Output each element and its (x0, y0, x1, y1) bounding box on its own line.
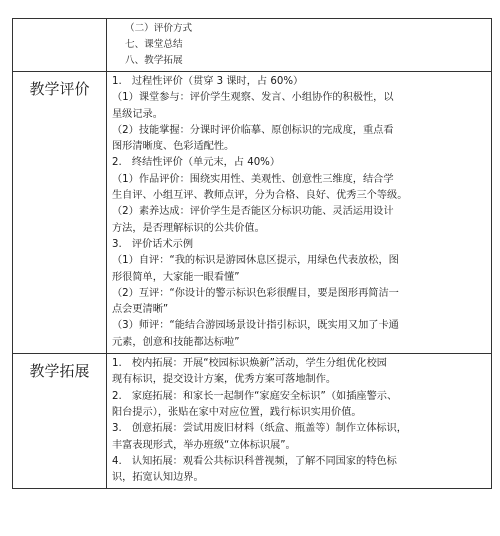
extension-content (107, 354, 492, 489)
extension-line: 3. 创意拓展：尝试用废旧材料（纸盒、瓶盖等）制作立体标识， (112, 423, 407, 435)
evaluation-line: （2）技能掌握：分课时评价临摹、原创标识的完成度，重点看 (112, 124, 394, 136)
top-content-cell (107, 19, 492, 72)
evaluation-line: 形很简单，大家能一眼看懂” (112, 271, 240, 283)
extension-line: 识，拓宽认知边界。 (112, 472, 204, 484)
lesson-plan-table (12, 18, 492, 489)
evaluation-line: （1）课堂参与：评价学生观察、发言、小组协作的积极性，以 (112, 92, 394, 104)
extension-line: 1. 校内拓展：开展“校园标识焕新”活动，学生分组优化校园 (112, 358, 387, 370)
evaluation-content (107, 72, 492, 354)
extension-line: 丰富表现形式，举办班级“立体标识展”。 (112, 439, 296, 451)
table-row (13, 19, 492, 72)
evaluation-line: （1）作品评价：围绕实用性、美观性、创意性三维度，结合学 (112, 173, 394, 185)
evaluation-label: 教学评价 (13, 72, 107, 354)
table-row (13, 72, 492, 354)
extension-line: 现有标识，提交设计方案，优秀方案可落地制作。 (112, 374, 337, 386)
extension-heading: 八、教学拓展 (125, 55, 183, 66)
evaluation-line: （2）素养达成：评价学生是否能区分标识功能、灵活运用设计 (112, 206, 394, 218)
evaluation-line: （3）师评：“能结合游园场景设计指引标识，既实用又加了卡通 (112, 320, 399, 332)
extension-line: 阳台提示），张贴在家中对应位置，践行标识实用价值。 (112, 406, 362, 418)
empty-label-cell (13, 19, 107, 72)
evaluation-line: 3. 评价话术示例 (112, 238, 194, 250)
evaluation-line: （1）自评：“我的标识是游园休息区提示，用绿色代表放松，图 (112, 255, 399, 267)
extension-line: 2. 家庭拓展：和家长一起制作“家庭安全标识”（如插座警示、 (112, 390, 398, 402)
evaluation-line: 2. 终结性评价（单元末，占 40%） (112, 157, 281, 169)
extension-line: 4. 认知拓展：观看公共标识科普视频，了解不同国家的特色标 (112, 455, 397, 467)
evaluation-line: 星级记录。 (112, 108, 163, 120)
evaluation-line: 方法，是否理解标识的公共价值。 (112, 222, 265, 234)
evaluation-line: 1. 过程性评价（贯穿 3 课时，占 60%） (112, 76, 304, 87)
evaluation-line: 图形清晰度、色彩适配性。 (112, 141, 235, 153)
evaluation-line: 点会更清晰” (112, 304, 169, 316)
evaluation-line: 生自评、小组互评、教师点评，分为合格、良好、优秀三个等级。 (112, 190, 408, 202)
summary-heading: 七、课堂总结 (125, 39, 183, 50)
eval-method-heading: （二）评价方式 (125, 23, 193, 34)
evaluation-line: （2）互评：“你设计的警示标识色彩很醒目，要是图形再简洁一 (112, 287, 399, 299)
evaluation-line: 元素，创意和技能都达标啦” (112, 336, 240, 348)
extension-label: 教学拓展 (13, 354, 107, 489)
table-row (13, 354, 492, 489)
